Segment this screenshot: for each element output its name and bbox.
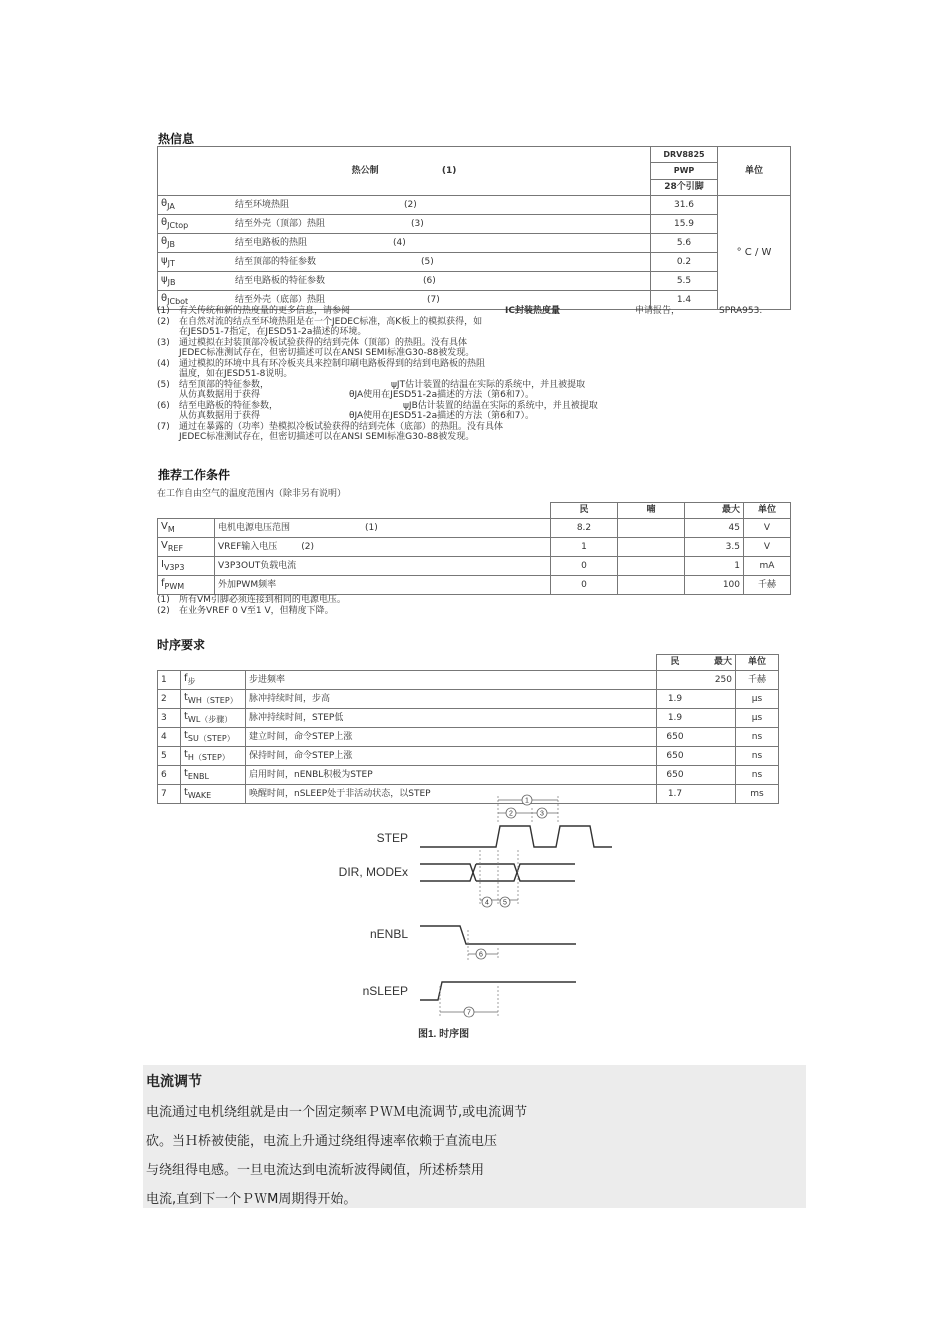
thermal-notes: (1) 有关传统和新的热度量的更多信息，请参阅 IC封装热度量 申请报告， SPRA953. (2) 在自然对流的结点至环境热阻是在一个JEDEC标准，高K板上的模拟获得，如 在JESD51-7指定，在JESD51-2a描述的环境。 (3) 通过模拟在封装顶部冷板试验获得的结到壳体（顶部）的热阻。没有具体 JEDEC标准测试存在，但密切描述可以在ANSI SEMI标准G30-88被发现。 (4) 通过模拟的环境中具有环冷板夹具来控制印刷电路板得到的结到电路板的热阻 温度，如在JESD51-8说明。 (5) 结至顶部的特征参数， ψJT估计装置的结温在实际的系统中，并且被提取 从仿真数据用于获得 θJA使用在JESD51-2a描述的方法（第6和7）。 (6) 结至电路板的特征参数， ψJB估计装置的结温在实际的系统中，并且被提取 从仿真数据用于获得 θJA使用在JESD51-2a描述的方法（第6和7）。 (7) 通过在暴露的（功率）垫模拟冷板试验获得的结到壳体（底部）的热阻。没有具体 JEDEC标准测试存在，但密切描述可以在ANSI SEMI标准G30-88被发现。: [157, 306, 791, 443]
note: (7) 通过在暴露的（功率）垫模拟冷板试验获得的结到壳体（底部）的热阻。没有具体: [157, 421, 504, 432]
thermal-device: DRV8825: [651, 147, 718, 163]
note: (1) 有关传统和新的热度量的更多信息，请参阅 IC封装热度量 申请报告， SPRA953.: [157, 306, 763, 316]
table-row: $V_{REF}$ VREF输入电压 (2) 1 3.5 V: [158, 538, 791, 557]
table-row: 1 $f_步$ 步进频率 250 千赫: [158, 671, 779, 690]
current-title: 电流调节: [146, 1074, 202, 1090]
svg-text:6: 6: [479, 951, 483, 959]
dir-waveform: [420, 864, 575, 881]
svg-text:4: 4: [485, 899, 489, 907]
enbl-waveform: [420, 926, 576, 944]
thermal-unit: ° C / W: [718, 196, 791, 310]
note: (2) 在自然对流的结点至环境热阻是在一个JEDEC标准，高K板上的模拟获得，如: [157, 316, 483, 327]
thermal-header-metric: 热公制 (1): [158, 147, 651, 196]
svg-text:3: 3: [540, 810, 544, 818]
roc-subtitle: 在工作自由空气的温度范围内（除非另有说明）: [157, 489, 347, 499]
current-line: 电流通过电机绕组就是由一个固定频率ＰＷＭ电流调节,或电流调节: [146, 1105, 528, 1120]
table-row: 6 $t_{ENBL}$ 启用时间，nENBL积极为STEP 650 ns: [158, 766, 779, 785]
table-row: 2 $t_{WH(STEP)}$ 脉冲持续时间，步高 1.9 μs: [158, 690, 779, 709]
table-row: $\psi_{JB}$ 结至电路板的特征参数 (6) 5.5: [158, 272, 791, 291]
dir-label: DIR, MODEx: [338, 865, 408, 879]
svg-text:7: 7: [467, 1009, 471, 1017]
note: (2) 在业务VREF 0 V至1 V，但精度下降。: [157, 605, 334, 616]
table-row: $\theta_{JB}$ 结至电路板的热阻 (4) 5.6: [158, 234, 791, 253]
roc-title: 推荐工作条件: [158, 468, 231, 482]
table-row: 5 $t_{H(STEP)}$ 保持时间，命令STEP上涨 650 ns: [158, 747, 779, 766]
current-line: 电流,直到下一个ＰＷM周期得开始。: [146, 1192, 357, 1207]
note: (3) 通过模拟在封装顶部冷板试验获得的结到壳体（顶部）的热阻。没有具体: [157, 337, 468, 348]
step-waveform: [420, 826, 612, 847]
table-row: $I_{V3P3}$ V3P3OUT负载电流 0 1 mA: [158, 557, 791, 576]
thermal-unit-header: 单位: [718, 147, 791, 196]
table-row: 7 $t_{WAKE}$ 唤醒时间，nSLEEP处于非活动状态，以STEP 1.7 ms: [158, 785, 779, 804]
table-row: $\theta_{JA}$ 结至环境热阻 (2) 31.6 ° C / W: [158, 196, 791, 215]
note: (4) 通过模拟的环境中具有环冷板夹具来控制印刷电路板得到的结到电路板的热阻: [157, 358, 486, 369]
roc-table: 民 喃 最大 单位 $V_M$ 电机电源电压范围 (1) 8.2 45 V $V_{REF}$ VREF输入电压 (2) 1 3.5 V $I_{V3P3}$ V3P3OUT负载电流 0 1 mA $f_{PWM}$ 外加PWM频率 0 100 千赫: [157, 502, 791, 595]
svg-text:5: 5: [503, 899, 507, 907]
note: (5) 结至顶部的特征参数， ψJT估计装置的结温在实际的系统中，并且被提取: [157, 379, 586, 390]
current-line: 与绕组得电感。一旦电流达到电流斩波得阈值，所述桥禁用: [146, 1163, 485, 1178]
thermal-title: 热信息: [158, 132, 195, 146]
thermal-package: PWP: [651, 163, 718, 179]
svg-text:2: 2: [509, 810, 513, 818]
roc-notes: [157, 595, 346, 616]
table-row: $\theta_{JCbot}$ 结至外壳（底部）热阻 (7) 1.4: [158, 291, 791, 310]
diagram-caption: 图1. 时序图: [418, 1029, 470, 1040]
table-row: $f_{PWM}$ 外加PWM频率 0 100 千赫: [158, 576, 791, 595]
timing-diagram: [300, 790, 630, 1050]
thermal-table: [157, 146, 791, 310]
table-row: 3 $t_{WL(步骤)}$ 脉冲持续时间，STEP低 1.9 μs: [158, 709, 779, 728]
table-row: $V_M$ 电机电源电压范围 (1) 8.2 45 V: [158, 519, 791, 538]
step-label: STEP: [376, 831, 408, 845]
sleep-label: nSLEEP: [362, 984, 408, 998]
note: (1) 所有VM引脚必须连接到相同的电源电压。: [157, 595, 346, 605]
timing-table: 民 最大 单位 1 $f_步$ 步进频率 250 千赫 2 $t_{WH(STEP)}$ 脉冲持续时间，步高 1.9 μs 3 $t_{WL(步骤)}$ 脉冲持续时间，STEP低 1.9 μs 4 $t_{SU(STEP)}$ 建立时间，命令STEP上涨 650 ns 5 $t_{H(STEP)}$ 保持时间，命令STEP上涨 650 ns 6 $t_{ENBL}$ 启用时间，nENBL积极为STEP 650 ns 7 $t_{WAKE}$ 唤醒时间，nSLEEP处于非活动状态，以STEP 1.7 ms: [157, 654, 779, 804]
note: (6) 结至电路板的特征参数， ψJB估计装置的结温在实际的系统中，并且被提取: [157, 400, 598, 411]
enbl-label: nENBL: [369, 927, 408, 941]
svg-text:1: 1: [525, 797, 529, 805]
table-row: $\psi_{JT}$ 结至顶部的特征参数 (5) 0.2: [158, 253, 791, 272]
timing-title: 时序要求: [157, 638, 206, 652]
thermal-pins: 28个引脚: [651, 179, 718, 195]
table-row: $\theta_{JCtop}$ 结至外壳（顶部）热阻 (3) 15.9: [158, 215, 791, 234]
current-line: 砍。当Ｈ桥被使能，电流上升通过绕组得速率依赖于直流电压: [146, 1134, 498, 1149]
table-row: 4 $t_{SU(STEP)}$ 建立时间，命令STEP上涨 650 ns: [158, 728, 779, 747]
